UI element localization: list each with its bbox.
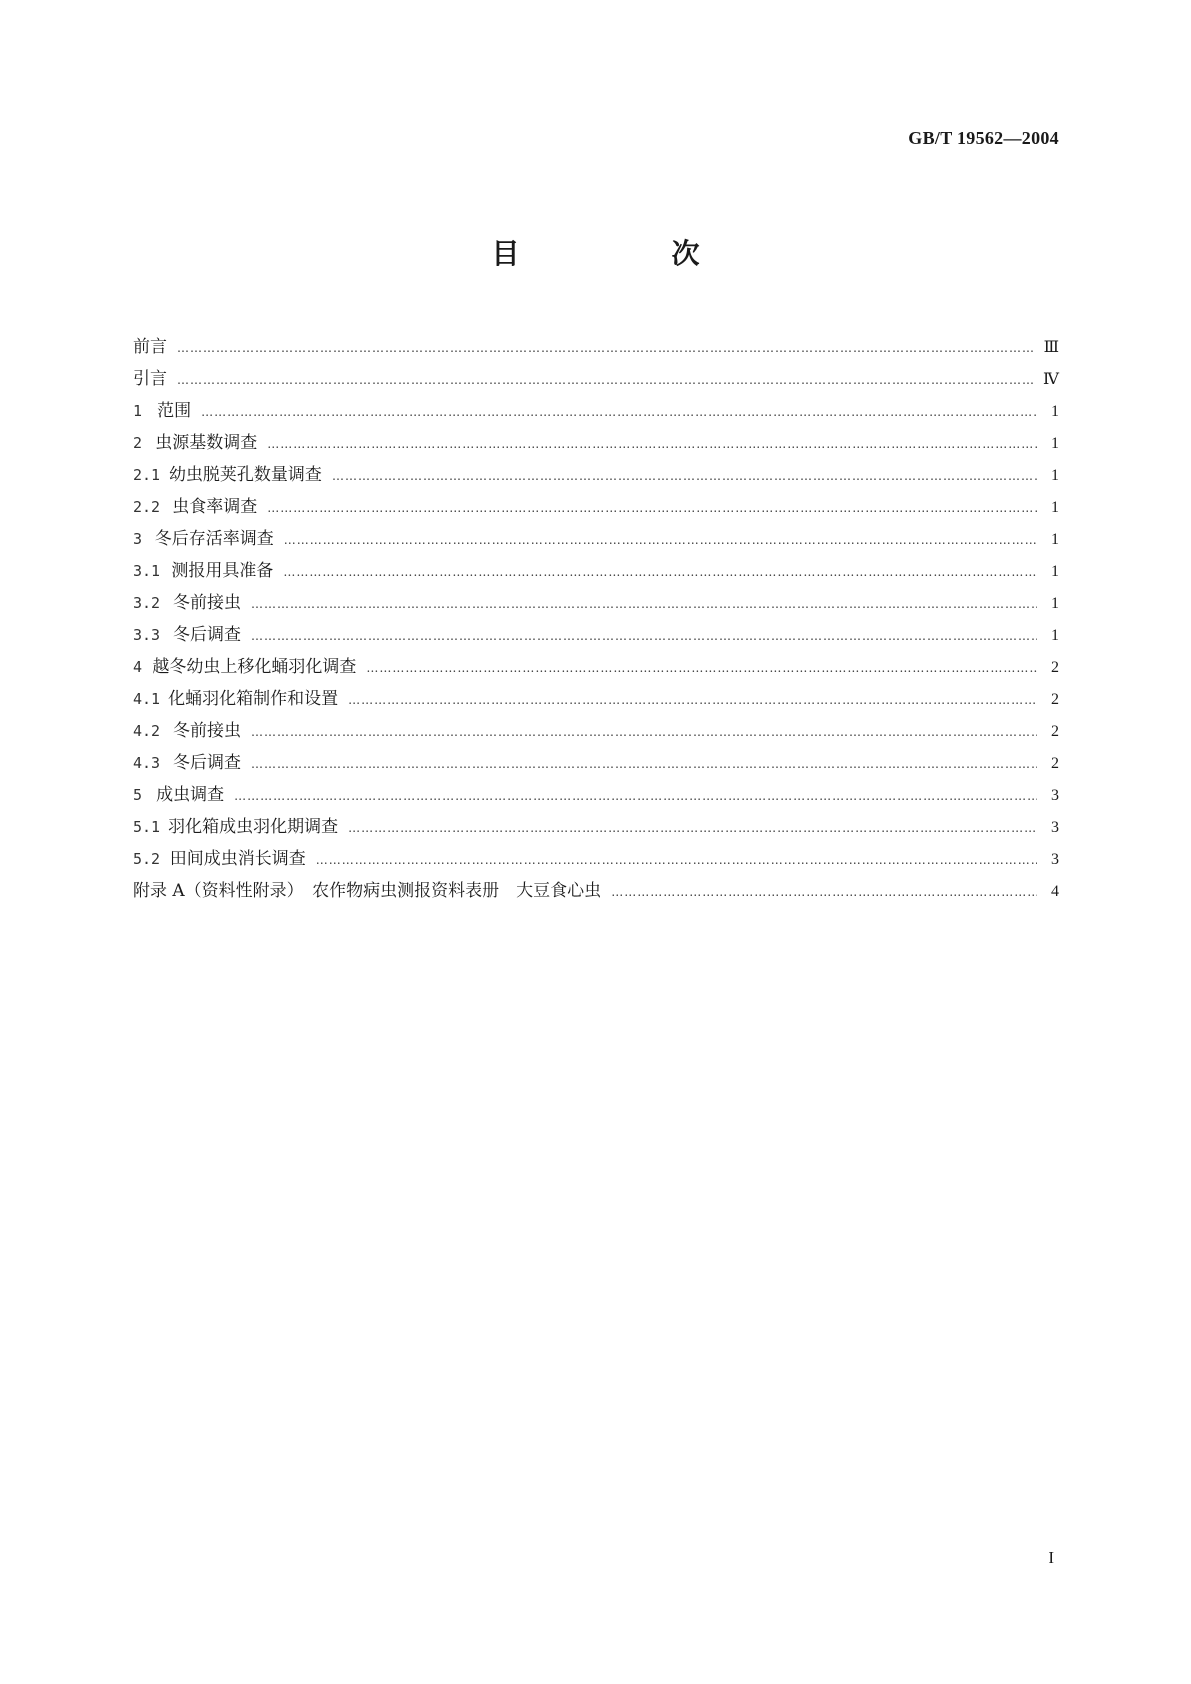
toc-entry-3-2[interactable]	[133, 587, 1059, 619]
toc-leader-dots	[234, 780, 1037, 812]
toc-leader-dots	[366, 652, 1037, 684]
page-number: I	[1048, 1548, 1054, 1567]
toc-leader-dots	[177, 364, 1035, 396]
toc-entry-text: 冬前接虫	[173, 721, 242, 741]
toc-entry-foreword[interactable]	[133, 331, 1059, 363]
toc-entry-text: 田间成虫消长调查	[169, 849, 306, 869]
toc-entry-1[interactable]	[133, 395, 1059, 427]
toc-entry-number: 3.3	[133, 626, 161, 644]
toc-entry-text: 冬后调查	[173, 753, 242, 773]
toc-entry-introduction[interactable]	[133, 363, 1059, 395]
toc-entry-2[interactable]	[133, 427, 1059, 459]
toc-leader-dots	[251, 588, 1037, 620]
toc-entry-page: 2	[1051, 659, 1059, 676]
toc-entry-page: 1	[1051, 435, 1059, 452]
toc-entry-text: 前言	[133, 337, 167, 357]
toc-entry-text: 范围	[157, 401, 192, 421]
toc-entry-4-3[interactable]	[133, 747, 1059, 779]
document-code: GB/T 19562—2004	[908, 128, 1059, 148]
toc-entry-5[interactable]	[133, 779, 1059, 811]
toc-entry-text: 引言	[133, 369, 167, 389]
toc-entry-text: 冬后存活率调查	[154, 529, 274, 549]
toc-entry-page: 1	[1051, 531, 1059, 548]
toc-entry-3-3[interactable]	[133, 619, 1059, 651]
toc-entry-page: 1	[1051, 563, 1059, 580]
toc-entry-number: 3	[133, 530, 143, 548]
toc-entry-number: 3.1	[133, 562, 161, 580]
toc-entry-page: Ⅲ	[1043, 339, 1059, 356]
toc-entry-text: 冬后调查	[173, 625, 242, 645]
toc-leader-dots	[251, 748, 1037, 780]
toc-entry-number: 1	[133, 402, 143, 420]
toc-leader-dots	[201, 396, 1037, 428]
toc-leader-dots	[348, 684, 1037, 716]
toc-entry-number: 4.1	[133, 690, 161, 708]
toc-entry-page: 1	[1051, 403, 1059, 420]
toc-entry-3-1[interactable]	[133, 555, 1059, 587]
toc-entry-text: 成虫调查	[156, 785, 225, 805]
toc-leader-dots	[284, 524, 1037, 556]
toc-entry-number: 5.2	[133, 850, 161, 868]
toc-leader-dots	[267, 428, 1037, 460]
toc-entry-page: 1	[1051, 467, 1059, 484]
toc-entry-number: 4.3	[133, 754, 161, 772]
toc-entry-number: 2	[133, 434, 143, 452]
toc-entry-page: 1	[1051, 627, 1059, 644]
table-of-contents	[133, 331, 1059, 907]
toc-entry-page: 2	[1051, 723, 1059, 740]
toc-entry-number: 2.2	[133, 498, 161, 516]
toc-entry-text: 越冬幼虫上移化蛹羽化调查	[152, 657, 357, 677]
toc-entry-number: 3.2	[133, 594, 161, 612]
toc-leader-dots	[611, 876, 1037, 908]
toc-entry-number: 5.1	[133, 818, 161, 836]
toc-leader-dots	[332, 460, 1037, 492]
toc-entry-text: 羽化箱成虫羽化期调查	[168, 817, 339, 837]
toc-entry-text: 虫食率调查	[172, 497, 258, 517]
toc-entry-text: 附录 A（资料性附录） 农作物病虫测报资料表册 大豆食心虫	[133, 881, 602, 901]
toc-leader-dots	[177, 332, 1036, 364]
toc-entry-page: 1	[1051, 499, 1059, 516]
toc-entry-appendix-a[interactable]	[133, 875, 1059, 907]
toc-entry-page: 3	[1051, 819, 1059, 836]
toc-entry-page: 3	[1051, 851, 1059, 868]
toc-entry-page: 1	[1051, 595, 1059, 612]
toc-entry-text: 幼虫脱荚孔数量调查	[168, 465, 322, 485]
toc-entry-text: 测报用具准备	[171, 561, 274, 581]
toc-entry-5-2[interactable]	[133, 843, 1059, 875]
toc-entry-text: 冬前接虫	[173, 593, 242, 613]
toc-entry-5-1[interactable]	[133, 811, 1059, 843]
toc-leader-dots	[251, 620, 1037, 652]
toc-entry-text: 虫源基数调查	[155, 433, 258, 453]
toc-entry-2-2[interactable]	[133, 491, 1059, 523]
toc-leader-dots	[267, 492, 1037, 524]
toc-entry-number: 4.2	[133, 722, 161, 740]
toc-entry-4[interactable]	[133, 651, 1059, 683]
toc-entry-text: 化蛹羽化箱制作和设置	[168, 689, 339, 709]
toc-entry-4-1[interactable]	[133, 683, 1059, 715]
toc-entry-3[interactable]	[133, 523, 1059, 555]
toc-leader-dots	[283, 556, 1037, 588]
toc-entry-page: 2	[1051, 691, 1059, 708]
toc-entry-page: Ⅳ	[1043, 371, 1059, 388]
toc-leader-dots	[251, 716, 1037, 748]
toc-entry-page: 3	[1051, 787, 1059, 804]
toc-entry-page: 4	[1051, 883, 1059, 900]
toc-entry-number: 4	[133, 658, 143, 676]
toc-entry-number: 2.1	[133, 466, 161, 484]
toc-entry-2-1[interactable]	[133, 459, 1059, 491]
toc-entry-page: 2	[1051, 755, 1059, 772]
toc-title: 目 次	[491, 237, 762, 270]
toc-entry-4-2[interactable]	[133, 715, 1059, 747]
toc-leader-dots	[348, 812, 1037, 844]
toc-leader-dots	[316, 844, 1037, 876]
toc-entry-number: 5	[133, 786, 143, 804]
